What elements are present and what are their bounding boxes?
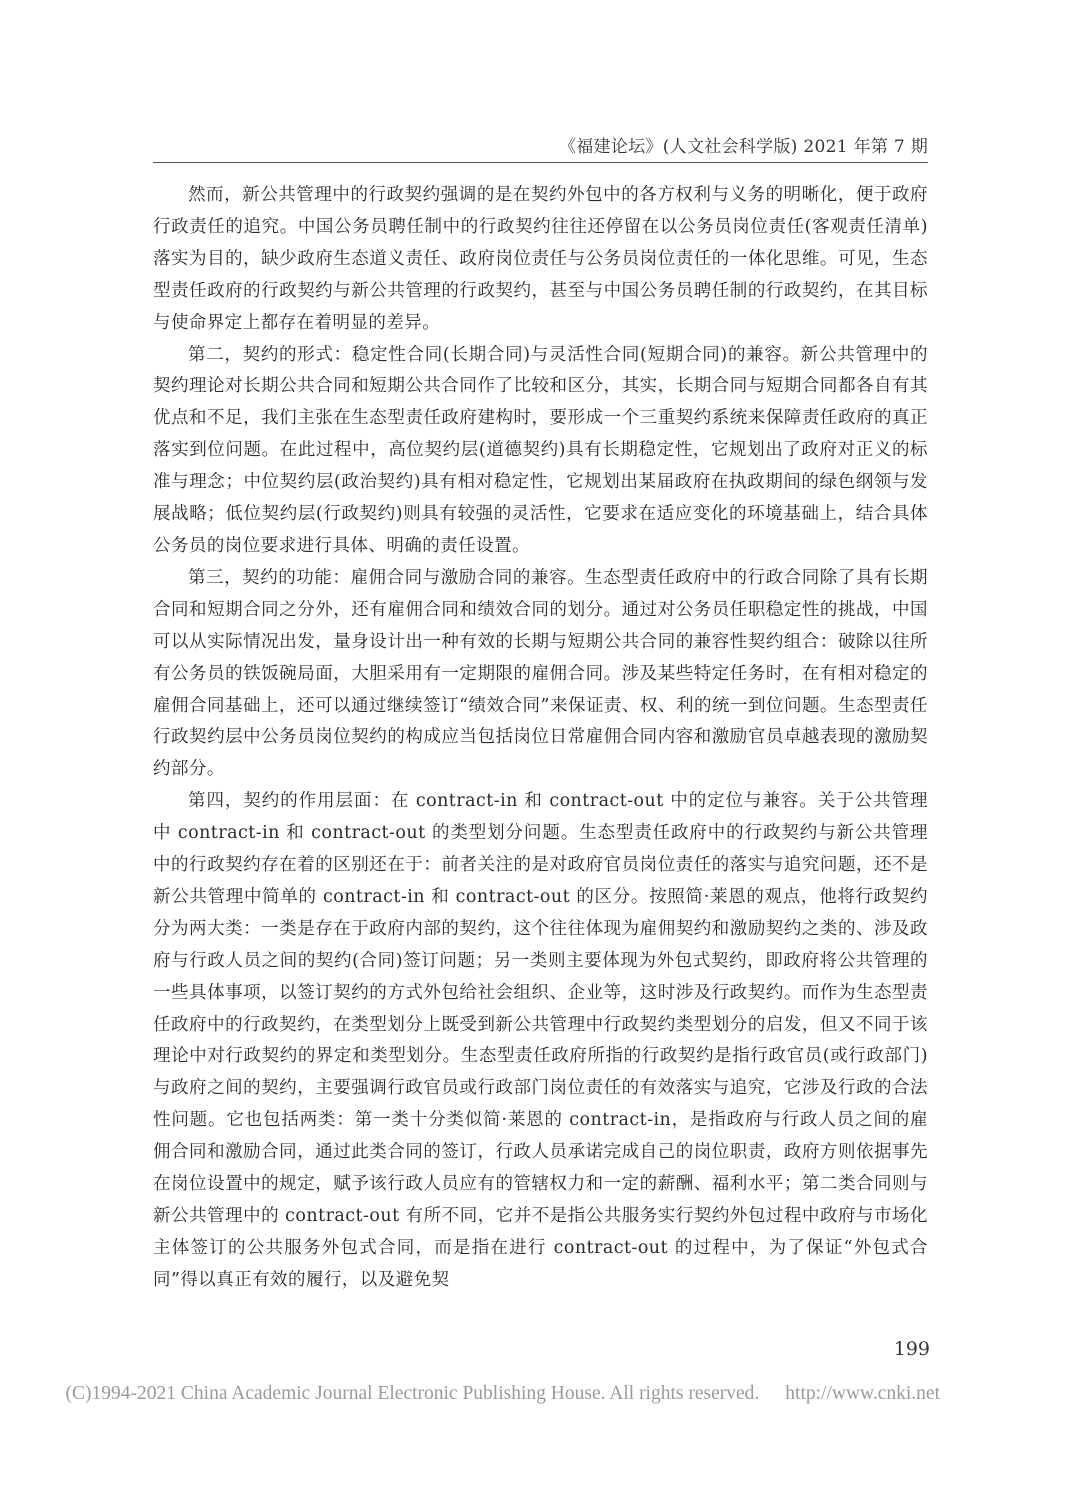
publisher-url: http://www.cnki.net <box>785 1383 940 1404</box>
paragraph-4: 第四，契约的作用层面：在 contract-in 和 contract-out 中的定位与兼容。关于公共管理中 contract-in 和 contract-out 的类型划分问题。生态型责任政府中的行政契约与新公共管理中的行政契约存在着的区别还在于：前者关注的是对政府官员岗位责任的落实与追究问题，还不是新公共管理中简单的 contract-in 和 contract-out 的区分。按照简·莱恩的观点，他将行政契约分为两大类：一类是存在于政府内部的契约，这个往往体现为雇佣契约和激励契约之类的、涉及政府与行政人员之间的契约(合同)签订问题；另一类则主要体现为外包式契约，即政府将公共管理的一些具体事项，以签订契约的方式外包给社会组织、企业等，这时涉及行政契约。而作为生态型责任政府中的行政契约，在类型划分上既受到新公共管理中行政契约类型划分的启发，但又不同于该理论中对行政契约的界定和类型划分。生态型责任政府所指的行政契约是指行政官员(或行政部门)与政府之间的契约，主要强调行政官员或行政部门岗位责任的有效落实与追究，它涉及行政的合法性问题。它也包括两类：第一类十分类似简·莱恩的 contract-in，是指政府与行政人员之间的雇佣合同和激励合同，通过此类合同的签订，行政人员承诺完成自己的岗位职责，政府方则依据事先在岗位设置中的规定，赋予该行政人员应有的管辖权力和一定的薪酬、福利水平；第二类合同则与新公共管理中的 contract-out 有所不同，它并不是指公共服务实行契约外包过程中政府与市场化主体签订的公共服务外包式合同，而是指在进行 contract-out 的过程中，为了保证“外包式合同”得以真正有效的履行，以及避免契 <box>153 791 928 1290</box>
header-divider <box>153 162 928 163</box>
paragraph-3: 第三，契约的功能：雇佣合同与激励合同的兼容。生态型责任政府中的行政合同除了具有长期合同和短期合同之分外，还有雇佣合同和绩效合同的划分。通过对公务员任职稳定性的挑战，中国可以从实际情况出发，量身设计出一种有效的长期与短期公共合同的兼容性契约组合：破除以往所有公务员的铁饭碗局面，大胆采用有一定期限的雇佣合同。涉及某些特定任务时，在有相对稳定的雇佣合同基础上，还可以通过继续签订“绩效合同”来保证责、权、利的统一到位问题。生态型责任行政契约层中公务员岗位契约的构成应当包括岗位日常雇佣合同内容和激励官员卓越表现的激励契约部分。 <box>153 567 928 780</box>
copyright-notice: (C)1994-2021 China Academic Journal Electronic Publishing House. All rights reserved. <box>65 1383 760 1404</box>
running-header: 《福建论坛》(人文社会科学版) 2021 年第 7 期 <box>558 137 928 157</box>
article-body <box>153 180 928 1297</box>
page-number: 199 <box>893 1338 930 1360</box>
paragraph-2: 第二，契约的形式：稳定性合同(长期合同)与灵活性合同(短期合同)的兼容。新公共管理中的契约理论对长期公共合同和短期公共合同作了比较和区分，其实，长期合同与短期合同都各自有其优点和不足，我们主张在生态型责任政府建构时，要形成一个三重契约系统来保障责任政府的真正落实到位问题。在此过程中，高位契约层(道德契约)具有长期稳定性，它规划出了政府对正义的标准与理念；中位契约层(政治契约)具有相对稳定性，它规划出某届政府在执政期间的绿色纲领与发展战略；低位契约层(行政契约)则具有较强的灵活性，它要求在适应变化的环境基础上，结合具体公务员的岗位要求进行具体、明确的责任设置。 <box>153 344 928 556</box>
copyright-footer <box>60 1383 940 1405</box>
paragraph-1: 然而，新公共管理中的行政契约强调的是在契约外包中的各方权利与义务的明晰化，便于政府行政责任的追究。中国公务员聘任制中的行政契约往往还停留在以公务员岗位责任(客观责任清单)落实为目的，缺少政府生态道义责任、政府岗位责任与公务员岗位责任的一体化思维。可见，生态型责任政府的行政契约与新公共管理的行政契约，甚至与中国公务员聘任制的行政契约，在其目标与使命界定上都存在着明显的差异。 <box>153 185 928 333</box>
